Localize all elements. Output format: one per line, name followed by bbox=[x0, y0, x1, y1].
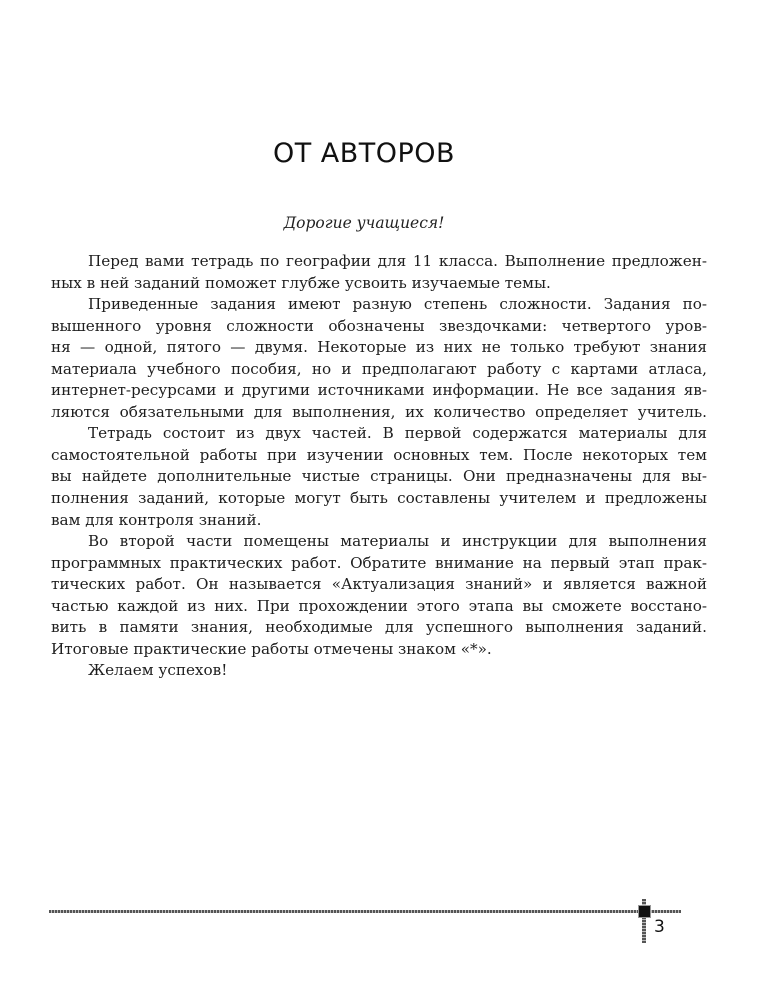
footer-rule bbox=[49, 910, 681, 913]
text-line: Итоговые практические работы отмечены знаком «*». bbox=[51, 639, 492, 658]
paragraph-3 bbox=[51, 423, 707, 531]
footer-square-marker bbox=[639, 906, 650, 917]
text-line: тических работ. Он называется «Актуализация знаний» и является важной bbox=[51, 575, 707, 594]
text-line: Приведенные задания имеют разную степень сложности. Задания по- bbox=[88, 295, 707, 314]
paragraph-1 bbox=[51, 251, 707, 294]
text-line: вам для контроля знаний. bbox=[51, 510, 262, 529]
paragraph-4 bbox=[51, 531, 707, 660]
paragraph-2 bbox=[51, 294, 707, 423]
text-line: интернет-ресурсами и другими источниками информации. Не все задания яв- bbox=[51, 381, 707, 400]
text-line: Желаем успехов! bbox=[88, 661, 228, 680]
text-line: Во второй части помещены материалы и инструкции для выполнения bbox=[88, 532, 707, 551]
text-line: самостоятельной работы при изучении основных тем. После некоторых тем bbox=[51, 445, 707, 464]
text-line: ляются обязательными для выполнения, их количество определяет учитель. bbox=[51, 402, 707, 421]
text-line: полнения заданий, которые могут быть составлены учителем и предложены bbox=[51, 489, 707, 508]
text-line: Перед вами тетрадь по географии для 11 класса. Выполнение предложен- bbox=[88, 252, 707, 270]
text-line: частью каждой из них. При прохождении этого этапа вы сможете восстано- bbox=[51, 596, 707, 615]
text-line: ных в ней заданий поможет глубже усвоить изучаемые темы. bbox=[51, 273, 551, 292]
text-line: Тетрадь состоит из двух частей. В первой содержатся материалы для bbox=[88, 424, 707, 443]
text-line: вить в памяти знания, необходимые для успешного выполнения заданий. bbox=[51, 618, 707, 637]
body-text bbox=[51, 251, 707, 682]
paragraph-5 bbox=[51, 660, 707, 682]
text-line: вы найдете дополнительные чистые страницы. Они предназначены для вы- bbox=[51, 467, 707, 486]
page-title: ОТ АВТОРОВ bbox=[272, 138, 456, 169]
text-line: ня — одной, пятого — двумя. Некоторые из них не только требуют знания bbox=[51, 338, 707, 357]
text-line: материала учебного пособия, но и предполагают работу с картами атласа, bbox=[51, 359, 707, 378]
text-line: вышенного уровня сложности обозначены звездочками: четвертого уров- bbox=[51, 316, 707, 335]
text-line: программных практических работ. Обратите внимание на первый этап прак- bbox=[51, 553, 707, 572]
greeting: Дорогие учащиеся! bbox=[283, 214, 445, 232]
page-number: 3 bbox=[654, 917, 665, 937]
